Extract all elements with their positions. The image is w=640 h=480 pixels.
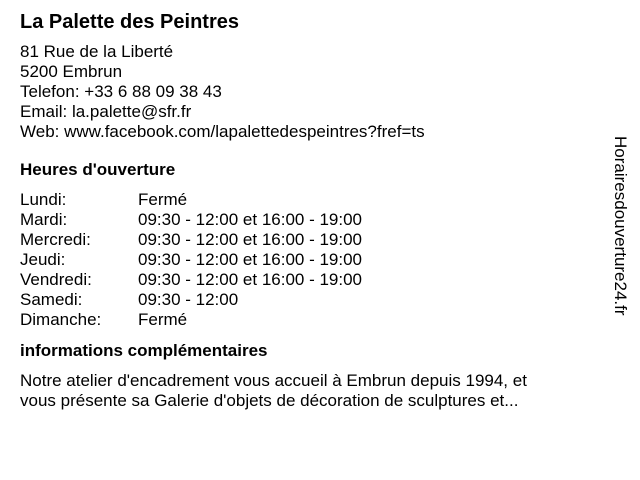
hours-day: Mardi: <box>20 210 68 229</box>
info-line-2: vous présente sa Galerie d'objets de décoration de sculptures et... <box>20 391 519 410</box>
business-name: La Palette des Peintres <box>20 11 239 33</box>
opening-hours-table <box>20 190 362 330</box>
hours-day: Lundi: <box>20 190 67 209</box>
hours-day: Vendredi: <box>20 270 92 289</box>
hours-day: Samedi: <box>20 290 83 309</box>
info-line-1: Notre atelier d'encadrement vous accueil à Embrun depuis 1994, et <box>20 371 527 390</box>
hours-day: Mercredi: <box>20 230 91 249</box>
site-watermark: Horairesdouverture24.fr <box>611 136 630 316</box>
hours-row-lundi <box>20 190 362 210</box>
opening-hours-heading: Heures d'ouverture <box>20 160 176 179</box>
hours-day: Jeudi: <box>20 250 66 269</box>
business-card <box>20 10 610 411</box>
city-postcode: 5200 Embrun <box>20 62 123 81</box>
hours-time: 09:30 - 12:00 et 16:00 - 19:00 <box>138 230 363 249</box>
email-line: Email: la.palette@sfr.fr <box>20 102 192 121</box>
hours-row-samedi <box>20 290 362 310</box>
additional-info-heading: informations complémentaires <box>20 341 268 360</box>
hours-row-jeudi <box>20 250 362 270</box>
hours-time: Fermé <box>138 190 188 209</box>
additional-info-text <box>20 371 610 411</box>
hours-row-dimanche <box>20 310 362 330</box>
hours-time: 09:30 - 12:00 et 16:00 - 19:00 <box>138 210 363 229</box>
hours-time: 09:30 - 12:00 <box>138 290 239 309</box>
street-address: 81 Rue de la Liberté <box>20 42 174 61</box>
hours-row-mardi <box>20 210 362 230</box>
hours-time: 09:30 - 12:00 et 16:00 - 19:00 <box>138 270 363 289</box>
hours-row-mercredi <box>20 230 362 250</box>
hours-row-vendredi <box>20 270 362 290</box>
hours-day: Dimanche: <box>20 310 102 329</box>
phone-line: Telefon: +33 6 88 09 38 43 <box>20 82 222 101</box>
hours-time: Fermé <box>138 310 188 329</box>
contact-block <box>20 42 610 142</box>
web-line: Web: www.facebook.com/lapalettedespeintres?fref=ts <box>20 122 425 141</box>
hours-time: 09:30 - 12:00 et 16:00 - 19:00 <box>138 250 363 269</box>
